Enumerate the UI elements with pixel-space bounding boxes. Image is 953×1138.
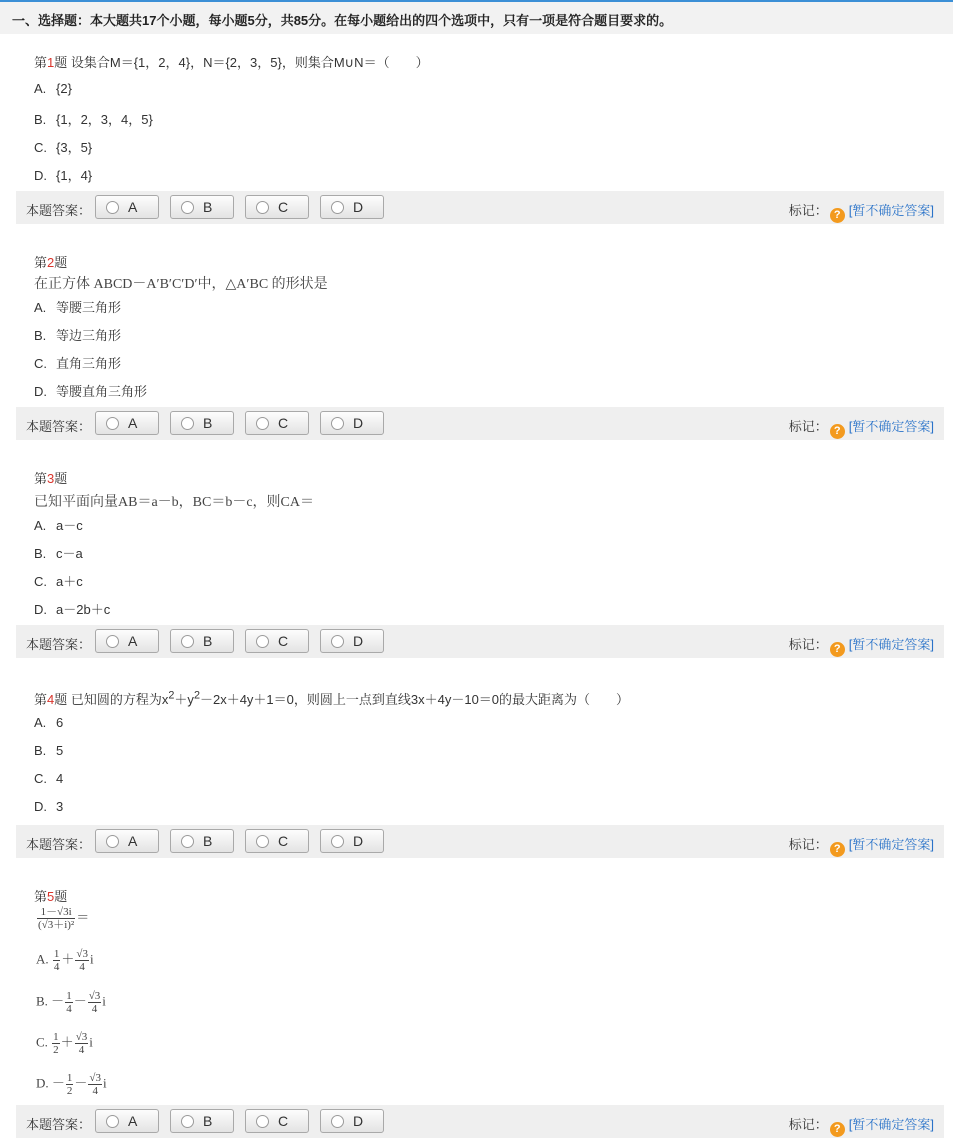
question-4-title [34, 689, 629, 708]
fraction-numerator: √3 [88, 990, 101, 1002]
radio-icon[interactable] [331, 635, 344, 648]
fraction-numerator: 1 [53, 1031, 59, 1043]
q5-option-d [36, 1072, 107, 1097]
q4-prefix: 第 [34, 692, 48, 707]
q3-stem: 已知平面向量AB＝a－b，BC＝b－c，则CA＝ [34, 495, 314, 510]
option-text: 4 [56, 771, 64, 786]
answer-button-label: A [128, 199, 138, 215]
option-text: a＋c [56, 574, 83, 589]
question-icon: ? [830, 208, 845, 223]
answer-button-a[interactable] [95, 829, 159, 853]
radio-icon[interactable] [181, 201, 194, 214]
option-text: 直角三角形 [56, 356, 122, 371]
option-fraction-2 [88, 990, 102, 1015]
q3-prefix: 第 [34, 471, 48, 486]
mark-label: 标记： [788, 837, 828, 852]
answer-button-label: D [353, 633, 364, 649]
question-icon: ? [830, 424, 845, 439]
answer-button-b[interactable] [170, 411, 234, 435]
mark-area [789, 834, 934, 857]
option-fraction-1 [52, 1031, 60, 1056]
q1-number: 1 [47, 55, 55, 70]
q5-stem [36, 906, 89, 931]
radio-icon[interactable] [106, 635, 119, 648]
question-icon: ? [830, 1122, 845, 1137]
option-label: B. [36, 993, 48, 1009]
q4-sup-2: 2 [193, 689, 200, 702]
option-text: 等腰直角三角形 [56, 384, 148, 399]
question-1-title [34, 52, 429, 71]
answer-label: 本题答案： [26, 419, 92, 434]
radio-icon[interactable] [256, 835, 269, 848]
answer-button-d[interactable] [320, 829, 384, 853]
option-text: a－2b＋c [56, 602, 111, 617]
option-label: B. [34, 546, 47, 561]
option-operator: － [73, 993, 87, 1009]
answer-button-b[interactable] [170, 195, 234, 219]
q3-suffix: 题 [54, 471, 68, 486]
q2-option-d [34, 381, 147, 400]
q1-suffix: 题 [54, 55, 68, 70]
option-text: {3，5} [56, 140, 93, 155]
radio-icon[interactable] [106, 201, 119, 214]
option-label: C. [34, 771, 47, 786]
mark-area [789, 200, 934, 223]
q5-number: 5 [47, 889, 55, 904]
fraction-denominator: 2 [53, 1044, 59, 1056]
q3-answer-bar [16, 625, 944, 658]
radio-icon[interactable] [181, 635, 194, 648]
answer-button-d[interactable] [320, 195, 384, 219]
option-label: A. [34, 81, 47, 96]
radio-icon[interactable] [181, 835, 194, 848]
option-fraction-2 [88, 1072, 102, 1097]
fraction-denominator: 4 [91, 1003, 98, 1015]
mark-area [789, 1114, 934, 1137]
q3-option-b [34, 543, 83, 562]
option-label: B. [34, 743, 47, 758]
q1-text: 设集合M＝{1，2，4}，N＝{2，3，5}，则集合M∪N＝（ ） [67, 55, 429, 70]
q2-number: 2 [47, 255, 55, 270]
option-text: a－c [56, 518, 83, 533]
option-text: 等边三角形 [56, 328, 122, 343]
fraction-numerator: √3 [76, 948, 88, 960]
answer-button-b[interactable] [170, 1109, 234, 1133]
answer-button-d[interactable] [320, 629, 384, 653]
q2-option-c [34, 353, 121, 372]
uncertain-answer-link[interactable]: [暂不确定答案] [848, 1117, 934, 1132]
radio-icon[interactable] [331, 835, 344, 848]
q4-option-a [34, 715, 63, 730]
q5-option-b [36, 990, 106, 1015]
answer-button-d[interactable] [320, 411, 384, 435]
option-tail: i [89, 951, 94, 967]
fraction-denominator: 2 [66, 1085, 73, 1097]
fraction-denominator: 4 [79, 961, 85, 973]
q5-option-a [36, 948, 94, 973]
uncertain-answer-link[interactable]: [暂不确定答案] [848, 837, 934, 852]
answer-button-d[interactable] [320, 1109, 384, 1133]
q4-text-b: ＋y [174, 692, 194, 707]
option-operator: － [74, 1075, 88, 1091]
q5-stem-fraction [37, 906, 75, 931]
option-label: A. [34, 300, 47, 315]
option-fraction-1 [66, 1072, 74, 1097]
answer-label: 本题答案： [26, 637, 92, 652]
option-text: 5 [56, 743, 64, 758]
answer-button-label: A [128, 833, 138, 849]
answer-button-label: D [353, 833, 364, 849]
answer-button-label: C [278, 1113, 289, 1129]
q5-suffix: 题 [54, 889, 68, 904]
answer-button-label: B [203, 633, 213, 649]
answer-button-a[interactable] [95, 629, 159, 653]
option-sign: － [51, 1075, 65, 1091]
option-text: 等腰三角形 [56, 300, 122, 315]
option-text: 6 [56, 715, 64, 730]
radio-icon[interactable] [106, 417, 119, 430]
answer-button-c[interactable] [245, 411, 309, 435]
option-text: {2} [56, 81, 72, 96]
option-text: 3 [56, 799, 64, 814]
q3-option-a [34, 515, 83, 534]
q5-option-c [36, 1031, 93, 1056]
answer-button-label: C [278, 415, 289, 431]
uncertain-answer-link[interactable]: [暂不确定答案] [848, 419, 934, 434]
q1-option-a [34, 81, 72, 96]
mark-label: 标记： [788, 1117, 828, 1132]
option-label: B. [34, 328, 47, 343]
option-label: D. [34, 799, 47, 814]
answer-button-label: B [203, 1113, 213, 1129]
q4-option-d [34, 799, 63, 814]
q4-answer-bar [16, 825, 944, 858]
answer-button-label: C [278, 199, 289, 215]
option-label: C. [36, 1034, 48, 1050]
answer-button-label: B [203, 415, 213, 431]
answer-button-c[interactable] [245, 195, 309, 219]
q2-option-a [34, 297, 121, 316]
answer-button-label: A [128, 1113, 138, 1129]
mark-label: 标记： [788, 637, 828, 652]
fraction-denominator: 4 [78, 1044, 85, 1056]
q4-number: 4 [47, 692, 55, 707]
q2-option-b [34, 325, 121, 344]
q1-option-d [34, 165, 92, 184]
radio-icon[interactable] [256, 1115, 269, 1128]
option-fraction-1 [65, 990, 73, 1015]
answer-button-a[interactable] [95, 195, 159, 219]
q4-option-b [34, 743, 63, 758]
question-3-title [34, 468, 67, 487]
q5-stem-denominator: (√3＋i)² [38, 919, 75, 931]
question-5-title [34, 886, 67, 905]
radio-icon[interactable] [181, 1115, 194, 1128]
option-fraction-1 [53, 948, 61, 973]
q5-answer-bar [16, 1105, 944, 1138]
option-label: D. [34, 602, 47, 617]
answer-label: 本题答案： [26, 203, 92, 218]
question-2-title [34, 252, 67, 271]
option-operator: ＋ [61, 951, 75, 967]
mark-label: 标记： [788, 419, 828, 434]
option-label: C. [34, 356, 47, 371]
q2-stem: 在正方体 ABCD－A′B′C′D′中，△A′BC 的形状是 [34, 277, 328, 292]
radio-icon[interactable] [181, 417, 194, 430]
q5-stem-numerator: 1－√3i [37, 906, 75, 919]
fraction-numerator: 1 [66, 990, 72, 1002]
q4-text-a: 已知圆的方程为x [67, 692, 169, 707]
radio-icon[interactable] [331, 1115, 344, 1128]
q4-suffix: 题 [54, 692, 68, 707]
answer-button-c[interactable] [245, 1109, 309, 1133]
answer-button-label: C [278, 633, 289, 649]
answer-button-a[interactable] [95, 411, 159, 435]
option-fraction-2 [75, 948, 89, 973]
option-tail: i [102, 1075, 107, 1091]
q5-stem-equals: ＝ [76, 909, 90, 925]
answer-button-a[interactable] [95, 1109, 159, 1133]
option-label: D. [34, 384, 47, 399]
fraction-numerator: 1 [53, 948, 60, 960]
q3-option-d [34, 599, 110, 618]
q5-prefix: 第 [34, 889, 48, 904]
fraction-denominator: 4 [92, 1085, 98, 1097]
answer-button-label: C [278, 833, 289, 849]
answer-button-label: D [353, 1113, 364, 1129]
radio-icon[interactable] [106, 835, 119, 848]
radio-icon[interactable] [331, 201, 344, 214]
option-sign: － [51, 993, 65, 1009]
q4-option-c [34, 771, 63, 786]
q3-number: 3 [47, 471, 55, 486]
fraction-denominator: 4 [53, 961, 60, 973]
q1-option-c [34, 137, 92, 156]
answer-button-label: B [203, 199, 213, 215]
q2-answer-bar [16, 407, 944, 440]
q3-option-c [34, 571, 83, 590]
fraction-denominator: 4 [66, 1003, 72, 1015]
mark-area [789, 634, 934, 657]
option-fraction-2 [75, 1031, 89, 1056]
uncertain-answer-link[interactable]: [暂不确定答案] [848, 637, 934, 652]
option-label: A. [34, 715, 47, 730]
q2-suffix: 题 [54, 255, 68, 270]
answer-button-label: B [203, 833, 213, 849]
mark-area [789, 416, 934, 439]
uncertain-answer-link[interactable]: [暂不确定答案] [848, 203, 934, 218]
section-header: 一、选择题：本大题共17个小题，每小题5分，共85分。在每小题给出的四个选项中，只有一项是符合题目要求的。 [0, 0, 953, 34]
option-label: A. [36, 951, 49, 967]
option-tail: i [102, 993, 106, 1009]
answer-button-b[interactable] [170, 629, 234, 653]
q1-option-b [34, 109, 153, 128]
question-icon: ? [830, 642, 845, 657]
radio-icon[interactable] [256, 201, 269, 214]
q2-prefix: 第 [34, 255, 48, 270]
option-label: D. [36, 1075, 49, 1091]
option-tail: i [89, 1034, 93, 1050]
option-label: D. [34, 168, 47, 183]
option-label: A. [34, 518, 47, 533]
radio-icon[interactable] [256, 635, 269, 648]
option-label: C. [34, 574, 47, 589]
radio-icon[interactable] [106, 1115, 119, 1128]
answer-label: 本题答案： [26, 837, 92, 852]
radio-icon[interactable] [256, 417, 269, 430]
radio-icon[interactable] [331, 417, 344, 430]
fraction-numerator: √3 [75, 1031, 88, 1043]
answer-label: 本题答案： [26, 1117, 92, 1132]
mark-label: 标记： [788, 203, 828, 218]
answer-button-label: D [353, 199, 364, 215]
question-icon: ? [830, 842, 845, 857]
answer-button-c[interactable] [245, 829, 309, 853]
option-label: C. [34, 140, 47, 155]
q4-sup-1: 2 [168, 689, 175, 702]
answer-button-c[interactable] [245, 629, 309, 653]
answer-button-label: A [128, 633, 138, 649]
option-text: {1，2，3，4，5} [56, 112, 153, 127]
answer-button-label: A [128, 415, 138, 431]
option-operator: ＋ [60, 1034, 74, 1050]
q1-prefix: 第 [34, 55, 48, 70]
option-text: c－a [56, 546, 83, 561]
answer-button-label: D [353, 415, 364, 431]
answer-button-b[interactable] [170, 829, 234, 853]
q4-text-c: －2x＋4y＋1＝0，则圆上一点到直线3x＋4y－10＝0的最大距离为（ ） [199, 692, 630, 707]
option-text: {1，4} [56, 168, 93, 183]
fraction-numerator: √3 [89, 1072, 101, 1084]
option-label: B. [34, 112, 47, 127]
q1-answer-bar [16, 191, 944, 224]
fraction-numerator: 1 [66, 1072, 73, 1084]
